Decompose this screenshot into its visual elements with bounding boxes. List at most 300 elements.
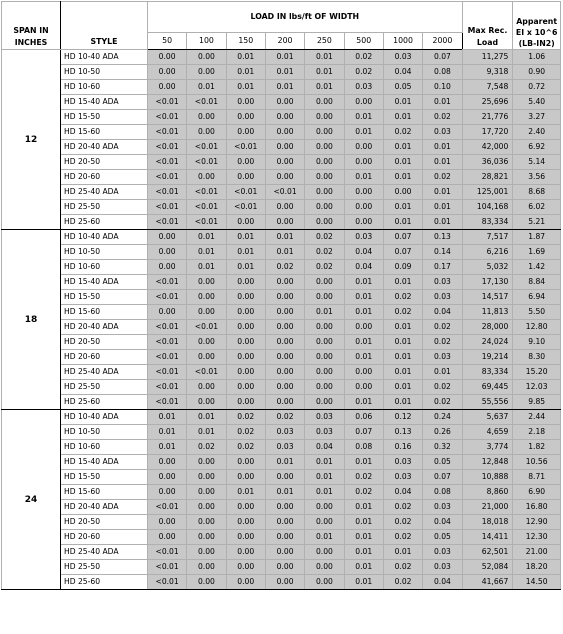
header-load-500: 500 xyxy=(344,33,383,50)
max-rec-load-cell: 3,774 xyxy=(462,440,513,455)
table-row xyxy=(2,170,561,185)
apparent-ei-cell: 12.90 xyxy=(513,515,561,530)
table-header xyxy=(2,2,561,50)
table-row xyxy=(2,155,561,170)
deflection-cell: 0.01 xyxy=(383,335,422,350)
max-rec-load-cell: 42,000 xyxy=(462,140,513,155)
header-load-1000: 1000 xyxy=(383,33,422,50)
apparent-ei-cell: 12.03 xyxy=(513,380,561,395)
deflection-cell: 0.03 xyxy=(344,230,383,245)
deflection-cell: 0.02 xyxy=(423,170,462,185)
apparent-ei-cell: 5.40 xyxy=(513,95,561,110)
deflection-cell: 0.00 xyxy=(344,365,383,380)
deflection-cell: 0.00 xyxy=(226,560,265,575)
max-rec-load-cell: 62,501 xyxy=(462,545,513,560)
deflection-cell: 0.01 xyxy=(344,110,383,125)
deflection-cell: 0.00 xyxy=(187,290,226,305)
deflection-cell: 0.02 xyxy=(383,305,422,320)
span-value: 24 xyxy=(2,410,61,590)
deflection-cell: 0.01 xyxy=(344,500,383,515)
deflection-cell: 0.01 xyxy=(147,410,186,425)
deflection-cell: 0.08 xyxy=(344,440,383,455)
table-row xyxy=(2,65,561,80)
style-cell: HD 15-50 xyxy=(61,110,148,125)
deflection-cell: 0.02 xyxy=(423,320,462,335)
deflection-cell: 0.12 xyxy=(383,410,422,425)
deflection-cell: <0.01 xyxy=(187,320,226,335)
deflection-cell: <0.01 xyxy=(187,155,226,170)
max-rec-load-cell: 11,275 xyxy=(462,50,513,65)
deflection-cell: 0.01 xyxy=(187,230,226,245)
deflection-cell: 0.02 xyxy=(383,515,422,530)
deflection-cell: 0.03 xyxy=(265,440,304,455)
deflection-cell: 0.00 xyxy=(187,515,226,530)
deflection-cell: 0.00 xyxy=(265,290,304,305)
deflection-cell: 0.00 xyxy=(226,95,265,110)
style-cell: HD 20-50 xyxy=(61,335,148,350)
deflection-cell: 0.01 xyxy=(226,245,265,260)
table-row xyxy=(2,485,561,500)
deflection-cell: 0.00 xyxy=(226,290,265,305)
apparent-ei-cell: 2.44 xyxy=(513,410,561,425)
deflection-cell: 0.02 xyxy=(423,335,462,350)
style-cell: HD 10-50 xyxy=(61,425,148,440)
deflection-cell: 0.02 xyxy=(226,440,265,455)
deflection-cell: 0.00 xyxy=(305,320,344,335)
deflection-cell: 0.01 xyxy=(344,350,383,365)
deflection-cell: 0.01 xyxy=(383,200,422,215)
apparent-ei-cell: 1.82 xyxy=(513,440,561,455)
deflection-cell: <0.01 xyxy=(147,125,186,140)
deflection-cell: 0.01 xyxy=(383,350,422,365)
deflection-cell: 0.00 xyxy=(187,470,226,485)
deflection-cell: <0.01 xyxy=(147,335,186,350)
deflection-cell: 0.00 xyxy=(187,560,226,575)
deflection-cell: <0.01 xyxy=(147,275,186,290)
apparent-ei-cell: 12.30 xyxy=(513,530,561,545)
style-cell: HD 25-60 xyxy=(61,575,148,590)
apparent-ei-cell: 6.90 xyxy=(513,485,561,500)
deflection-cell: 0.00 xyxy=(187,65,226,80)
apparent-ei-cell: 16.80 xyxy=(513,500,561,515)
deflection-cell: 0.01 xyxy=(305,65,344,80)
deflection-cell: 0.01 xyxy=(423,215,462,230)
table-row xyxy=(2,440,561,455)
table-row xyxy=(2,380,561,395)
deflection-cell: 0.01 xyxy=(305,455,344,470)
deflection-cell: 0.00 xyxy=(265,380,304,395)
deflection-cell: 0.10 xyxy=(423,80,462,95)
deflection-cell: 0.00 xyxy=(226,215,265,230)
deflection-cell: 0.00 xyxy=(305,275,344,290)
deflection-cell: 0.00 xyxy=(265,110,304,125)
style-cell: HD 15-60 xyxy=(61,485,148,500)
max-rec-load-cell: 9,318 xyxy=(462,65,513,80)
deflection-cell: 0.01 xyxy=(383,365,422,380)
apparent-ei-cell: 15.20 xyxy=(513,365,561,380)
table-body xyxy=(2,50,561,590)
deflection-cell: 0.07 xyxy=(383,230,422,245)
max-rec-load-cell: 125,001 xyxy=(462,185,513,200)
deflection-cell: 0.00 xyxy=(187,500,226,515)
apparent-ei-cell: 10.56 xyxy=(513,455,561,470)
max-rec-load-cell: 17,130 xyxy=(462,275,513,290)
deflection-cell: 0.03 xyxy=(305,425,344,440)
deflection-cell: 0.00 xyxy=(147,515,186,530)
max-rec-load-cell: 83,334 xyxy=(462,215,513,230)
apparent-ei-cell: 0.90 xyxy=(513,65,561,80)
deflection-cell: 0.02 xyxy=(305,245,344,260)
deflection-cell: 0.02 xyxy=(226,410,265,425)
deflection-cell: 0.00 xyxy=(226,275,265,290)
deflection-cell: 0.04 xyxy=(344,245,383,260)
deflection-cell: 0.01 xyxy=(383,275,422,290)
deflection-cell: 0.05 xyxy=(423,455,462,470)
deflection-cell: 0.02 xyxy=(383,530,422,545)
header-load-50: 50 xyxy=(147,33,186,50)
deflection-cell: 0.00 xyxy=(305,335,344,350)
table-row xyxy=(2,50,561,65)
deflection-cell: 0.00 xyxy=(265,515,304,530)
deflection-cell: 0.00 xyxy=(187,455,226,470)
deflection-cell: <0.01 xyxy=(147,200,186,215)
table-row xyxy=(2,95,561,110)
deflection-cell: 0.01 xyxy=(226,65,265,80)
deflection-cell: <0.01 xyxy=(226,200,265,215)
deflection-cell: 0.00 xyxy=(226,500,265,515)
style-cell: HD 15-40 ADA xyxy=(61,95,148,110)
table-row xyxy=(2,530,561,545)
deflection-cell: 0.02 xyxy=(344,50,383,65)
table-row xyxy=(2,80,561,95)
deflection-cell: 0.02 xyxy=(423,380,462,395)
style-cell: HD 10-50 xyxy=(61,245,148,260)
deflection-cell: 0.01 xyxy=(187,80,226,95)
deflection-cell: 0.01 xyxy=(265,245,304,260)
max-rec-load-cell: 21,000 xyxy=(462,500,513,515)
deflection-cell: 0.03 xyxy=(423,500,462,515)
deflection-cell: 0.00 xyxy=(226,170,265,185)
deflection-cell: 0.00 xyxy=(265,575,304,590)
deflection-cell: 0.17 xyxy=(423,260,462,275)
deflection-cell: 0.00 xyxy=(265,560,304,575)
deflection-cell: 0.00 xyxy=(187,50,226,65)
deflection-cell: 0.00 xyxy=(226,395,265,410)
deflection-cell: 0.00 xyxy=(265,305,304,320)
deflection-cell: 0.00 xyxy=(147,470,186,485)
max-rec-load-cell: 55,556 xyxy=(462,395,513,410)
header-load-200: 200 xyxy=(265,33,304,50)
deflection-cell: 0.01 xyxy=(265,65,304,80)
table-row xyxy=(2,275,561,290)
deflection-cell: 0.00 xyxy=(265,365,304,380)
style-cell: HD 10-40 ADA xyxy=(61,410,148,425)
deflection-cell: 0.08 xyxy=(423,65,462,80)
deflection-cell: 0.00 xyxy=(265,125,304,140)
deflection-cell: 0.01 xyxy=(187,260,226,275)
deflection-cell: 0.00 xyxy=(305,125,344,140)
table-row xyxy=(2,230,561,245)
max-rec-load-cell: 19,214 xyxy=(462,350,513,365)
deflection-cell: 0.01 xyxy=(383,215,422,230)
apparent-ei-cell: 8.68 xyxy=(513,185,561,200)
deflection-cell: 0.00 xyxy=(187,485,226,500)
max-rec-load-cell: 18,018 xyxy=(462,515,513,530)
header-span-inches: SPAN IN INCHES xyxy=(2,2,61,50)
deflection-cell: 0.07 xyxy=(344,425,383,440)
deflection-cell: 0.03 xyxy=(265,425,304,440)
style-cell: HD 20-40 ADA xyxy=(61,140,148,155)
deflection-cell: 0.00 xyxy=(187,305,226,320)
max-rec-load-cell: 69,445 xyxy=(462,380,513,395)
style-cell: HD 15-50 xyxy=(61,470,148,485)
deflection-cell: 0.04 xyxy=(423,515,462,530)
deflection-cell: 0.00 xyxy=(305,575,344,590)
deflection-cell: 0.01 xyxy=(383,170,422,185)
style-cell: HD 10-50 xyxy=(61,65,148,80)
table-row xyxy=(2,470,561,485)
table-row xyxy=(2,545,561,560)
deflection-cell: 0.01 xyxy=(265,50,304,65)
deflection-cell: 0.01 xyxy=(226,50,265,65)
deflection-cell: <0.01 xyxy=(187,365,226,380)
table-row xyxy=(2,560,561,575)
style-cell: HD 20-50 xyxy=(61,155,148,170)
max-rec-load-cell: 7,548 xyxy=(462,80,513,95)
deflection-cell: <0.01 xyxy=(226,185,265,200)
deflection-cell: 0.01 xyxy=(265,230,304,245)
deflection-cell: 0.00 xyxy=(226,515,265,530)
deflection-cell: 0.00 xyxy=(344,200,383,215)
deflection-cell: <0.01 xyxy=(147,395,186,410)
deflection-cell: 0.03 xyxy=(423,560,462,575)
deflection-cell: <0.01 xyxy=(187,140,226,155)
max-rec-load-cell: 36,036 xyxy=(462,155,513,170)
max-rec-load-cell: 21,776 xyxy=(462,110,513,125)
deflection-cell: 0.01 xyxy=(423,140,462,155)
style-cell: HD 10-40 ADA xyxy=(61,230,148,245)
max-rec-load-cell: 41,667 xyxy=(462,575,513,590)
deflection-cell: 0.00 xyxy=(147,50,186,65)
style-cell: HD 25-40 ADA xyxy=(61,365,148,380)
apparent-ei-cell: 3.56 xyxy=(513,170,561,185)
header-load-250: 250 xyxy=(305,33,344,50)
table-row xyxy=(2,500,561,515)
deflection-cell: 0.02 xyxy=(383,290,422,305)
deflection-cell: 0.00 xyxy=(147,65,186,80)
header-apparent-ei: Apparent EI x 10^6 (LB-IN2) xyxy=(513,2,561,50)
deflection-cell: 0.01 xyxy=(187,245,226,260)
style-cell: HD 20-40 ADA xyxy=(61,320,148,335)
deflection-cell: 0.01 xyxy=(344,275,383,290)
deflection-cell: 0.06 xyxy=(344,410,383,425)
style-cell: HD 25-50 xyxy=(61,380,148,395)
deflection-cell: 0.00 xyxy=(305,200,344,215)
deflection-cell: 0.02 xyxy=(344,470,383,485)
deflection-cell: 0.00 xyxy=(383,185,422,200)
deflection-cell: 0.00 xyxy=(147,485,186,500)
deflection-cell: 0.01 xyxy=(187,410,226,425)
deflection-cell: 0.08 xyxy=(423,485,462,500)
deflection-cell: 0.02 xyxy=(344,485,383,500)
deflection-cell: 0.02 xyxy=(226,425,265,440)
deflection-cell: 0.01 xyxy=(147,440,186,455)
deflection-cell: 0.00 xyxy=(305,380,344,395)
deflection-cell: <0.01 xyxy=(187,95,226,110)
deflection-cell: 0.01 xyxy=(226,260,265,275)
deflection-cell: 0.01 xyxy=(305,485,344,500)
deflection-cell: 0.01 xyxy=(226,80,265,95)
apparent-ei-cell: 1.69 xyxy=(513,245,561,260)
span-value: 12 xyxy=(2,50,61,230)
style-cell: HD 20-40 ADA xyxy=(61,500,148,515)
deflection-cell: 0.00 xyxy=(265,335,304,350)
deflection-cell: 0.02 xyxy=(305,230,344,245)
header-max-rec-load: Max Rec. Load xyxy=(462,2,513,50)
style-cell: HD 25-60 xyxy=(61,395,148,410)
deflection-cell: 0.01 xyxy=(305,470,344,485)
deflection-cell: 0.00 xyxy=(226,305,265,320)
apparent-ei-cell: 6.94 xyxy=(513,290,561,305)
deflection-cell: 0.00 xyxy=(305,215,344,230)
max-rec-load-cell: 14,411 xyxy=(462,530,513,545)
deflection-cell: <0.01 xyxy=(147,350,186,365)
deflection-cell: 0.04 xyxy=(383,65,422,80)
deflection-cell: 0.00 xyxy=(147,455,186,470)
apparent-ei-cell: 5.21 xyxy=(513,215,561,230)
apparent-ei-cell: 1.87 xyxy=(513,230,561,245)
table-row xyxy=(2,290,561,305)
apparent-ei-cell: 5.50 xyxy=(513,305,561,320)
deflection-cell: 0.00 xyxy=(147,230,186,245)
deflection-cell: <0.01 xyxy=(147,365,186,380)
deflection-cell: 0.03 xyxy=(423,290,462,305)
max-rec-load-cell: 11,813 xyxy=(462,305,513,320)
max-rec-load-cell: 52,084 xyxy=(462,560,513,575)
table-row xyxy=(2,125,561,140)
deflection-cell: 0.03 xyxy=(383,50,422,65)
deflection-table xyxy=(1,1,561,590)
max-rec-load-cell: 5,032 xyxy=(462,260,513,275)
deflection-cell: 0.09 xyxy=(383,260,422,275)
deflection-cell: 0.01 xyxy=(344,335,383,350)
deflection-cell: 0.01 xyxy=(265,455,304,470)
table-row xyxy=(2,335,561,350)
deflection-cell: 0.00 xyxy=(265,395,304,410)
header-load-100: 100 xyxy=(187,33,226,50)
style-cell: HD 25-40 ADA xyxy=(61,185,148,200)
deflection-cell: 0.00 xyxy=(265,470,304,485)
deflection-cell: 0.00 xyxy=(265,140,304,155)
table-row xyxy=(2,200,561,215)
deflection-cell: 0.24 xyxy=(423,410,462,425)
deflection-cell: <0.01 xyxy=(147,290,186,305)
deflection-cell: 0.00 xyxy=(305,500,344,515)
style-cell: HD 25-40 ADA xyxy=(61,545,148,560)
max-rec-load-cell: 12,848 xyxy=(462,455,513,470)
deflection-cell: 0.00 xyxy=(265,500,304,515)
max-rec-load-cell: 25,696 xyxy=(462,95,513,110)
deflection-cell: 0.00 xyxy=(226,335,265,350)
deflection-cell: 0.00 xyxy=(344,380,383,395)
deflection-cell: 0.00 xyxy=(344,140,383,155)
deflection-cell: 0.00 xyxy=(305,560,344,575)
deflection-cell: 0.03 xyxy=(305,410,344,425)
apparent-ei-cell: 2.40 xyxy=(513,125,561,140)
deflection-cell: <0.01 xyxy=(147,95,186,110)
deflection-cell: 0.00 xyxy=(226,320,265,335)
deflection-cell: 0.00 xyxy=(344,155,383,170)
table-row xyxy=(2,395,561,410)
apparent-ei-cell: 12.80 xyxy=(513,320,561,335)
max-rec-load-cell: 8,860 xyxy=(462,485,513,500)
apparent-ei-cell: 1.06 xyxy=(513,50,561,65)
deflection-cell: <0.01 xyxy=(147,140,186,155)
deflection-cell: 0.01 xyxy=(383,140,422,155)
deflection-cell: 0.04 xyxy=(305,440,344,455)
deflection-cell: 0.04 xyxy=(423,305,462,320)
apparent-ei-cell: 9.85 xyxy=(513,395,561,410)
deflection-cell: 0.00 xyxy=(147,305,186,320)
max-rec-load-cell: 6,216 xyxy=(462,245,513,260)
max-rec-load-cell: 7,517 xyxy=(462,230,513,245)
deflection-cell: 0.00 xyxy=(226,575,265,590)
deflection-cell: 0.01 xyxy=(265,80,304,95)
deflection-cell: 0.00 xyxy=(305,170,344,185)
deflection-cell: 0.01 xyxy=(265,485,304,500)
deflection-cell: 0.00 xyxy=(305,515,344,530)
max-rec-load-cell: 14,517 xyxy=(462,290,513,305)
max-rec-load-cell: 104,168 xyxy=(462,200,513,215)
apparent-ei-cell: 5.14 xyxy=(513,155,561,170)
table-row xyxy=(2,425,561,440)
deflection-cell: <0.01 xyxy=(187,200,226,215)
deflection-cell: 0.01 xyxy=(423,365,462,380)
deflection-cell: 0.02 xyxy=(265,410,304,425)
deflection-table-wrapper xyxy=(1,1,562,632)
max-rec-load-cell: 4,659 xyxy=(462,425,513,440)
apparent-ei-cell: 2.18 xyxy=(513,425,561,440)
deflection-cell: 0.02 xyxy=(383,575,422,590)
deflection-cell: 0.01 xyxy=(383,545,422,560)
deflection-cell: 0.07 xyxy=(383,245,422,260)
deflection-cell: 0.04 xyxy=(344,260,383,275)
deflection-cell: 0.01 xyxy=(383,320,422,335)
deflection-cell: 0.03 xyxy=(423,545,462,560)
deflection-cell: 0.00 xyxy=(226,125,265,140)
deflection-cell: 0.05 xyxy=(383,80,422,95)
style-cell: HD 15-40 ADA xyxy=(61,455,148,470)
table-row xyxy=(2,455,561,470)
deflection-cell: <0.01 xyxy=(147,170,186,185)
table-row xyxy=(2,410,561,425)
deflection-cell: 0.00 xyxy=(265,275,304,290)
deflection-cell: 0.01 xyxy=(423,95,462,110)
deflection-cell: 0.00 xyxy=(305,350,344,365)
deflection-cell: 0.01 xyxy=(344,290,383,305)
deflection-cell: 0.04 xyxy=(383,485,422,500)
deflection-cell: 0.01 xyxy=(383,395,422,410)
deflection-cell: 0.01 xyxy=(344,395,383,410)
deflection-cell: 0.00 xyxy=(187,530,226,545)
deflection-cell: 0.00 xyxy=(265,155,304,170)
deflection-cell: 0.03 xyxy=(383,470,422,485)
deflection-cell: <0.01 xyxy=(147,380,186,395)
deflection-cell: 0.14 xyxy=(423,245,462,260)
style-cell: HD 15-60 xyxy=(61,305,148,320)
deflection-cell: 0.01 xyxy=(226,230,265,245)
deflection-cell: 0.01 xyxy=(344,305,383,320)
